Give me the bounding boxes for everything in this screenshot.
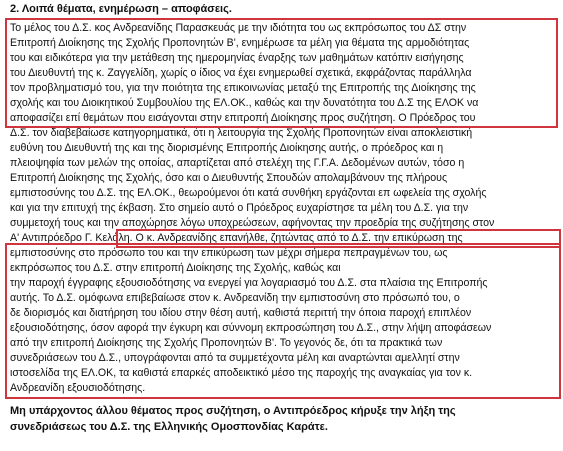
paragraph-line: Επιτροπή Διοίκησης της Σχολής Προπονητών Β', ενημέρωσε τα μέλη για θέματα της αρμοδιότητας xyxy=(10,37,470,49)
paragraph-line: εξουσιοδότησης, όσον αφορά την έγκυρη και σύννομη εκπροσώπηση του Δ.Σ., στην λήψη αποφάσεων xyxy=(10,322,492,334)
paragraph-line: αποφασίζει επί θεμάτων που εισάγονται στην επιτροπή Διοίκησης προς συζήτηση. Ο Πρόεδρος του xyxy=(10,112,476,124)
paragraph-line: εκπρόσωπος του Δ.Σ. στην επιτροπή Διοίκησης της Σχολής, καθώς και xyxy=(10,262,341,274)
paragraph-line: αυτής. Το Δ.Σ. ομόφωνα επιβεβαίωσε στον κ. Ανδρεανίδη την εμπιστοσύνη στο πρόσωπό του, ο xyxy=(10,292,460,304)
closing-line: Μη υπάρχοντος άλλου θέματος προς συζήτηση, ο Αντιπρόεδρος κήρυξε την λήξη της xyxy=(10,405,456,417)
paragraph-line: Ανδρεανίδη εξουσιοδότησης. xyxy=(10,382,146,394)
paragraph-line: του Διευθυντή της κ. Ζαγγελίδη, χωρίς ο ίδιος να έχει ενημερωθεί σχετικά, εκφράζοντας παράλληλα xyxy=(10,67,472,79)
paragraph-line: τον προβληματισμό του, για την ποιότητα της επικοινωνίας μεταξύ της Επιτροπής της Διοίκησης της xyxy=(10,82,476,94)
paragraph-line: Το μέλος του Δ.Σ. κος Ανδρεανίδης Παρασκευάς με την ιδιότητα του ως εκπρόσωπος του ΔΣ στην xyxy=(10,22,467,34)
paragraph-line: Επιτροπή Διοίκησης της Σχολής, όσο και ο Διευθυντής Σπουδών απολαμβάνουν της πλήρους xyxy=(10,172,448,184)
paragraph-line: του και ειδικότερα για την μετάθεση της ημερομηνίας έναρξης των μαθημάτων κατόπιν εισήγησης xyxy=(10,52,464,64)
section-heading: 2. Λοιπά θέματα, ενημέρωση – αποφάσεις. xyxy=(10,3,232,15)
closing-line: συνεδριάσεως του Δ.Σ. της Ελληνικής Ομοσπονδίας Καράτε. xyxy=(10,421,328,433)
paragraph-line: Δ.Σ. τον διαβεβαίωσε κατηγορηματικά, ότι η λειτουργία της Σχολής Προπονητών είναι αποκλειστική xyxy=(10,127,473,139)
paragraph-line: εμπιστοσύνης του Δ.Σ. της ΕΛ.ΟΚ., θεωρούμενοι ότι κατά συνθήκη εργάζονται επ ωφελεία της σχολής xyxy=(10,187,487,199)
paragraph-line: από την επιτροπή Διοίκησης της Σχολής Προπονητών Β'. Το γεγονός δε, ότι τα πρακτικά των xyxy=(10,337,443,349)
paragraph-line: πλειοψηφία των μελών της οποίας, απαρτίζεται από στελέχη της Γ.Γ.Α. Δεδομένων αυτών, τόσο η xyxy=(10,157,465,169)
paragraph-line: συνεδριάσεων του Δ.Σ., υπογράφονται από τα συμμετέχοντα μέλη και αναρτώνται αμελλητί στην xyxy=(10,352,460,364)
paragraph-line: Α' Αντιπρόεδρο Γ. Κελάλη. Ο κ. Ανδρεανίδης επανήλθε, ζητώντας από το Δ.Σ. την επικύρωση της xyxy=(10,232,463,244)
paragraph-line: και για την επιτυχή της έκβαση. Στο σημείο αυτό ο Πρόεδρος ευχαρίστησε τα μέλη του Δ.Σ. για την xyxy=(10,202,469,214)
paragraph-line: ευθύνη του Διευθυντή της και της διορισμένης Επιτροπής Διοίκησης αυτής, ο πρόεδρος και η xyxy=(10,142,444,154)
paragraph-line: ιστοσελίδα της ΕΛ.ΟΚ, τα καθιστά επαρκές αποδεικτικό μέσο της παροχής της αναγκαίας για τον κ. xyxy=(10,367,473,379)
paragraph-line: εμπιστοσύνης στο πρόσωπο του και την επικύρωση των μέχρι σήμερα πεπραγμένων του, ως xyxy=(10,247,448,259)
paragraph-line: δε διορισμός και διατήρηση του ιδίου στην θέση αυτή, καθιστά περιττή την όποια παροχή επιπλέον xyxy=(10,307,472,319)
paragraph-line: την παροχή έγγραφης εξουσιοδότησης να ενεργεί για λογαριασμό του Δ.Σ. στα πλαίσια της Επιτροπής xyxy=(10,277,488,289)
paragraph-line: σχολής και του Διοικητικού Συμβουλίου της ΕΛ.ΟΚ., καθώς και την δυνατότητα του Δ.Σ της ΕΛΟΚ να xyxy=(10,97,479,109)
paragraph-line: συμμετοχή τους και την αποχώρησε λόγω υποχρεώσεων, αφήνοντας την προεδρία της συζήτησης στον xyxy=(10,217,495,229)
